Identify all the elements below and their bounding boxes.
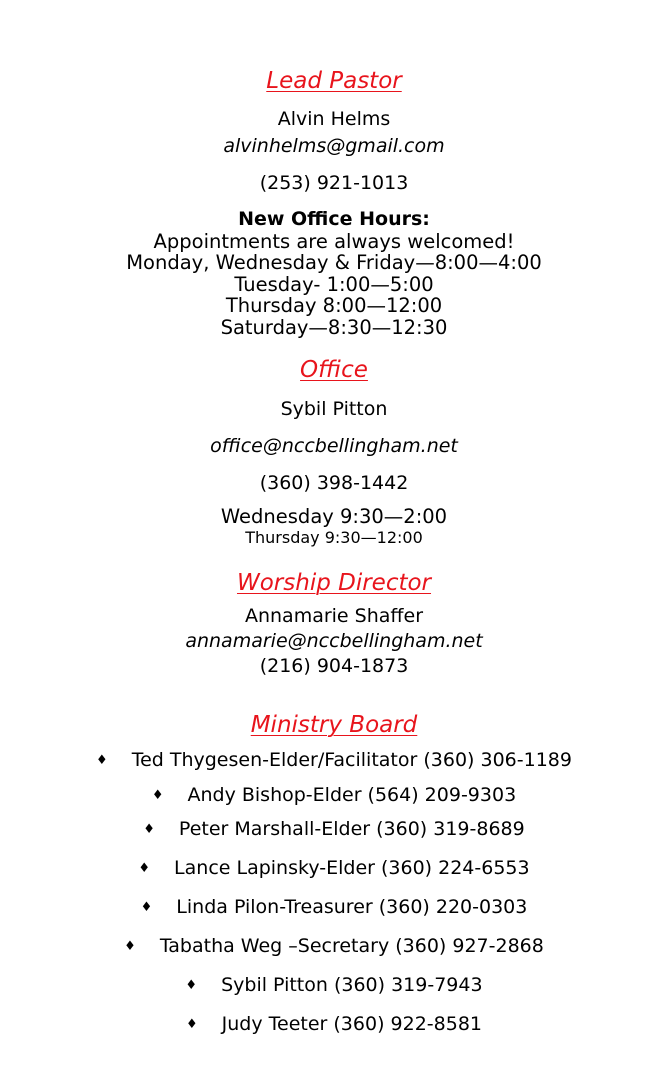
board-member-text: Lance Lapinsky-Elder (360) 224-6553	[174, 857, 530, 879]
worship-director-name: Annamarie Shaffer	[244, 605, 424, 627]
lead-pastor-heading: Lead Pastor	[266, 68, 402, 94]
office-hours-line: Appointments are always welcomed!	[153, 230, 515, 253]
board-member-item	[0, 786, 668, 805]
board-member-item	[0, 937, 668, 956]
office-hours-line: Saturday—8:30—12:30	[220, 316, 448, 339]
office-email[interactable]: office@nccbellingham.net	[210, 435, 458, 457]
worship-director-heading: Worship Director	[236, 570, 432, 596]
office-heading: Office	[300, 357, 368, 383]
diamond-bullet-icon: ♦	[186, 1017, 198, 1032]
board-member-item	[0, 976, 668, 995]
lead-pastor-email[interactable]: alvinhelms@gmail.com	[223, 135, 445, 157]
board-member-text: Judy Teeter (360) 922-8581	[221, 1013, 482, 1035]
office-phone: (360) 398-1442	[259, 472, 409, 494]
office-hours-line: Thursday 8:00—12:00	[225, 294, 443, 317]
board-member-text: Linda Pilon-Treasurer (360) 220-0303	[176, 896, 528, 918]
board-member-text: Ted Thygesen-Elder/Facilitator (360) 306-1189	[131, 749, 572, 771]
diamond-bullet-icon: ♦	[124, 939, 136, 954]
diamond-bullet-icon: ♦	[138, 861, 151, 876]
diamond-bullet-icon: ♦	[143, 822, 155, 837]
lead-pastor-phone: (253) 921-1013	[259, 172, 409, 194]
ministry-board-heading: Ministry Board	[250, 712, 418, 738]
board-member-item	[0, 859, 668, 878]
diamond-bullet-icon: ♦	[151, 788, 164, 803]
worship-director-phone: (216) 904-1873	[259, 655, 409, 677]
diamond-bullet-icon: ♦	[96, 753, 108, 768]
board-member-text: Sybil Pitton (360) 319-7943	[221, 974, 483, 996]
office-hours-title: New Office Hours:	[238, 208, 430, 230]
lead-pastor-name: Alvin Helms	[277, 108, 391, 130]
office-hours-line: Monday, Wednesday & Friday—8:00—4:00	[126, 251, 542, 274]
office-hours-line: Tuesday- 1:00—5:00	[234, 273, 434, 296]
board-member-text: Andy Bishop-Elder (564) 209-9303	[187, 784, 517, 806]
board-member-item	[0, 1015, 668, 1034]
board-member-item	[0, 820, 668, 839]
board-member-item	[0, 751, 668, 770]
office-hours-thursday: Thursday 9:30—12:00	[245, 528, 423, 547]
diamond-bullet-icon: ♦	[185, 978, 198, 993]
worship-director-email[interactable]: annamarie@nccbellingham.net	[185, 630, 483, 652]
office-hours-wednesday: Wednesday 9:30—2:00	[220, 505, 448, 528]
board-member-text: Tabatha Weg –Secretary (360) 927-2868	[159, 935, 544, 957]
board-member-text: Peter Marshall-Elder (360) 319-8689	[178, 818, 525, 840]
office-name: Sybil Pitton	[280, 398, 388, 420]
diamond-bullet-icon: ♦	[140, 900, 153, 915]
board-member-item	[0, 898, 668, 917]
